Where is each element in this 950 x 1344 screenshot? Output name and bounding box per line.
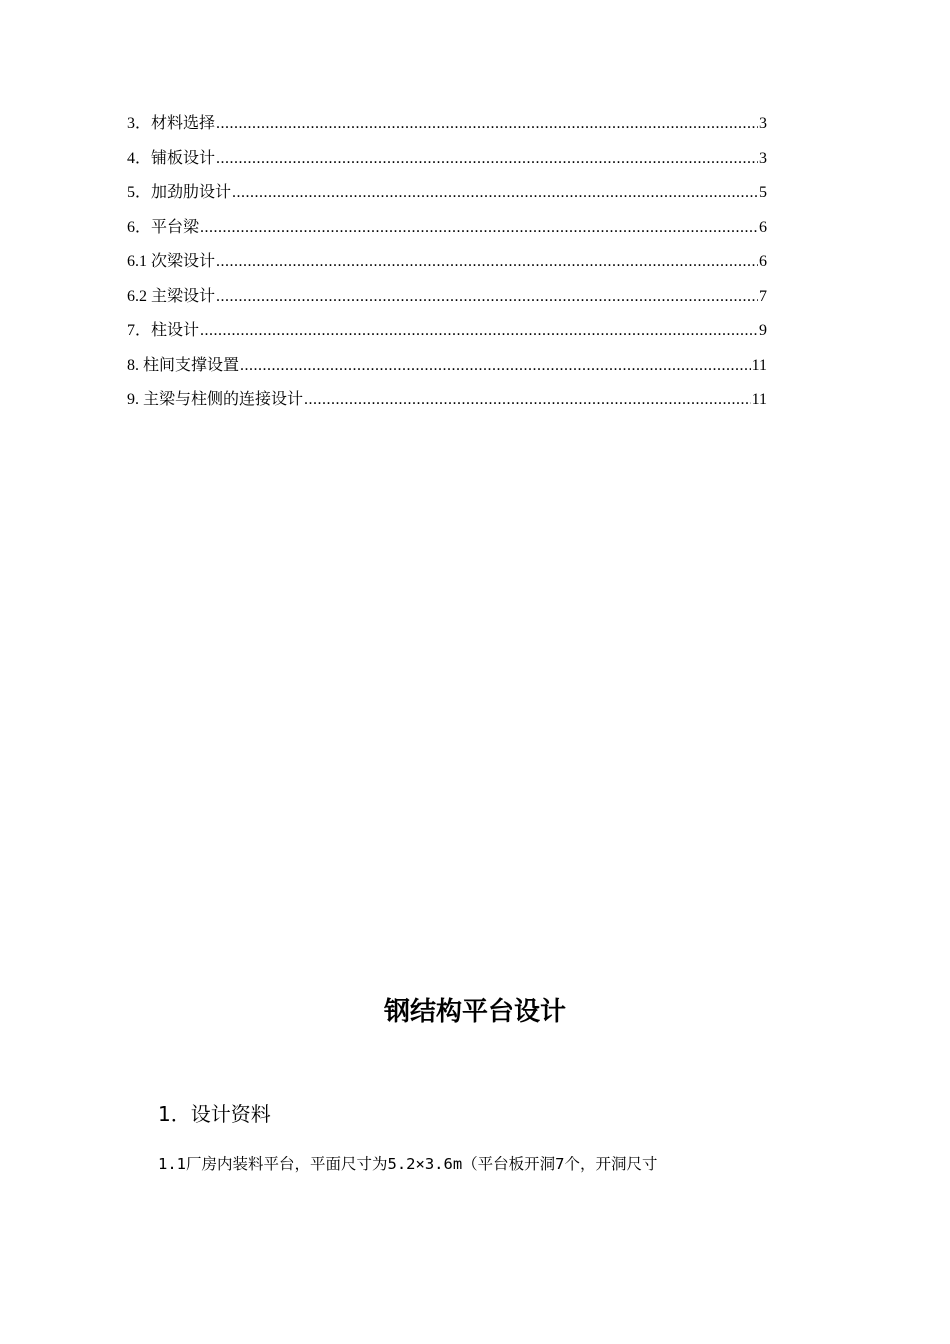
- toc-entry-deck-plate[interactable]: [127, 147, 767, 182]
- toc-entry-page: 11: [751, 391, 767, 408]
- toc-leader-dots: [240, 354, 751, 378]
- toc-entry-label: 4．铺板设计: [127, 149, 216, 167]
- toc-entry-column[interactable]: [127, 319, 767, 354]
- body-paragraph: 1.1厂房内装料平台，平面尺寸为5.2×3.6m（平台板开洞7个，开洞尺寸: [158, 1155, 658, 1173]
- toc-entry-page: 3: [759, 115, 767, 132]
- toc-leader-dots: [232, 181, 758, 205]
- document-title: 钢结构平台设计: [383, 997, 566, 1027]
- toc-entry-main-beam[interactable]: [127, 285, 767, 320]
- toc-entry-page: 6: [759, 253, 767, 270]
- toc-entry-page: 5: [759, 184, 767, 201]
- toc-entry-label: 9. 主梁与柱侧的连接设计: [127, 391, 304, 408]
- toc-entry-label: 7．柱设计: [127, 322, 200, 339]
- toc-leader-dots: [216, 250, 758, 274]
- toc-leader-dots: [200, 319, 758, 343]
- toc-leader-dots: [216, 147, 758, 171]
- toc-entry-page: 3: [759, 149, 767, 167]
- toc-leader-dots: [200, 216, 758, 240]
- toc-entry-page: 7: [759, 287, 767, 305]
- section-heading: 1．设计资料: [158, 1102, 271, 1126]
- toc-entry-secondary-beam[interactable]: [127, 250, 767, 285]
- toc-entry-label: 6．平台梁: [127, 218, 200, 236]
- toc-entry-label: 3．材料选择: [127, 115, 216, 132]
- toc-entry-label: 8. 柱间支撑设置: [127, 356, 240, 374]
- toc-leader-dots: [216, 112, 758, 136]
- toc-entry-beam-column-connection[interactable]: [127, 388, 767, 423]
- toc-leader-dots: [216, 285, 758, 309]
- toc-entry-label: 5．加劲肋设计: [127, 184, 232, 201]
- toc-entry-platform-beam[interactable]: [127, 216, 767, 251]
- toc-entry-page: 6: [759, 218, 767, 236]
- toc-leader-dots: [304, 388, 751, 412]
- toc-entry-label: 6.2 主梁设计: [127, 287, 216, 305]
- toc-entry-material[interactable]: [127, 112, 767, 147]
- toc-entry-stiffener[interactable]: [127, 181, 767, 216]
- toc-entry-column-bracing[interactable]: [127, 354, 767, 389]
- table-of-contents: [127, 112, 767, 423]
- toc-entry-label: 6.1 次梁设计: [127, 253, 216, 270]
- toc-entry-page: 11: [751, 356, 767, 374]
- toc-entry-page: 9: [759, 322, 767, 339]
